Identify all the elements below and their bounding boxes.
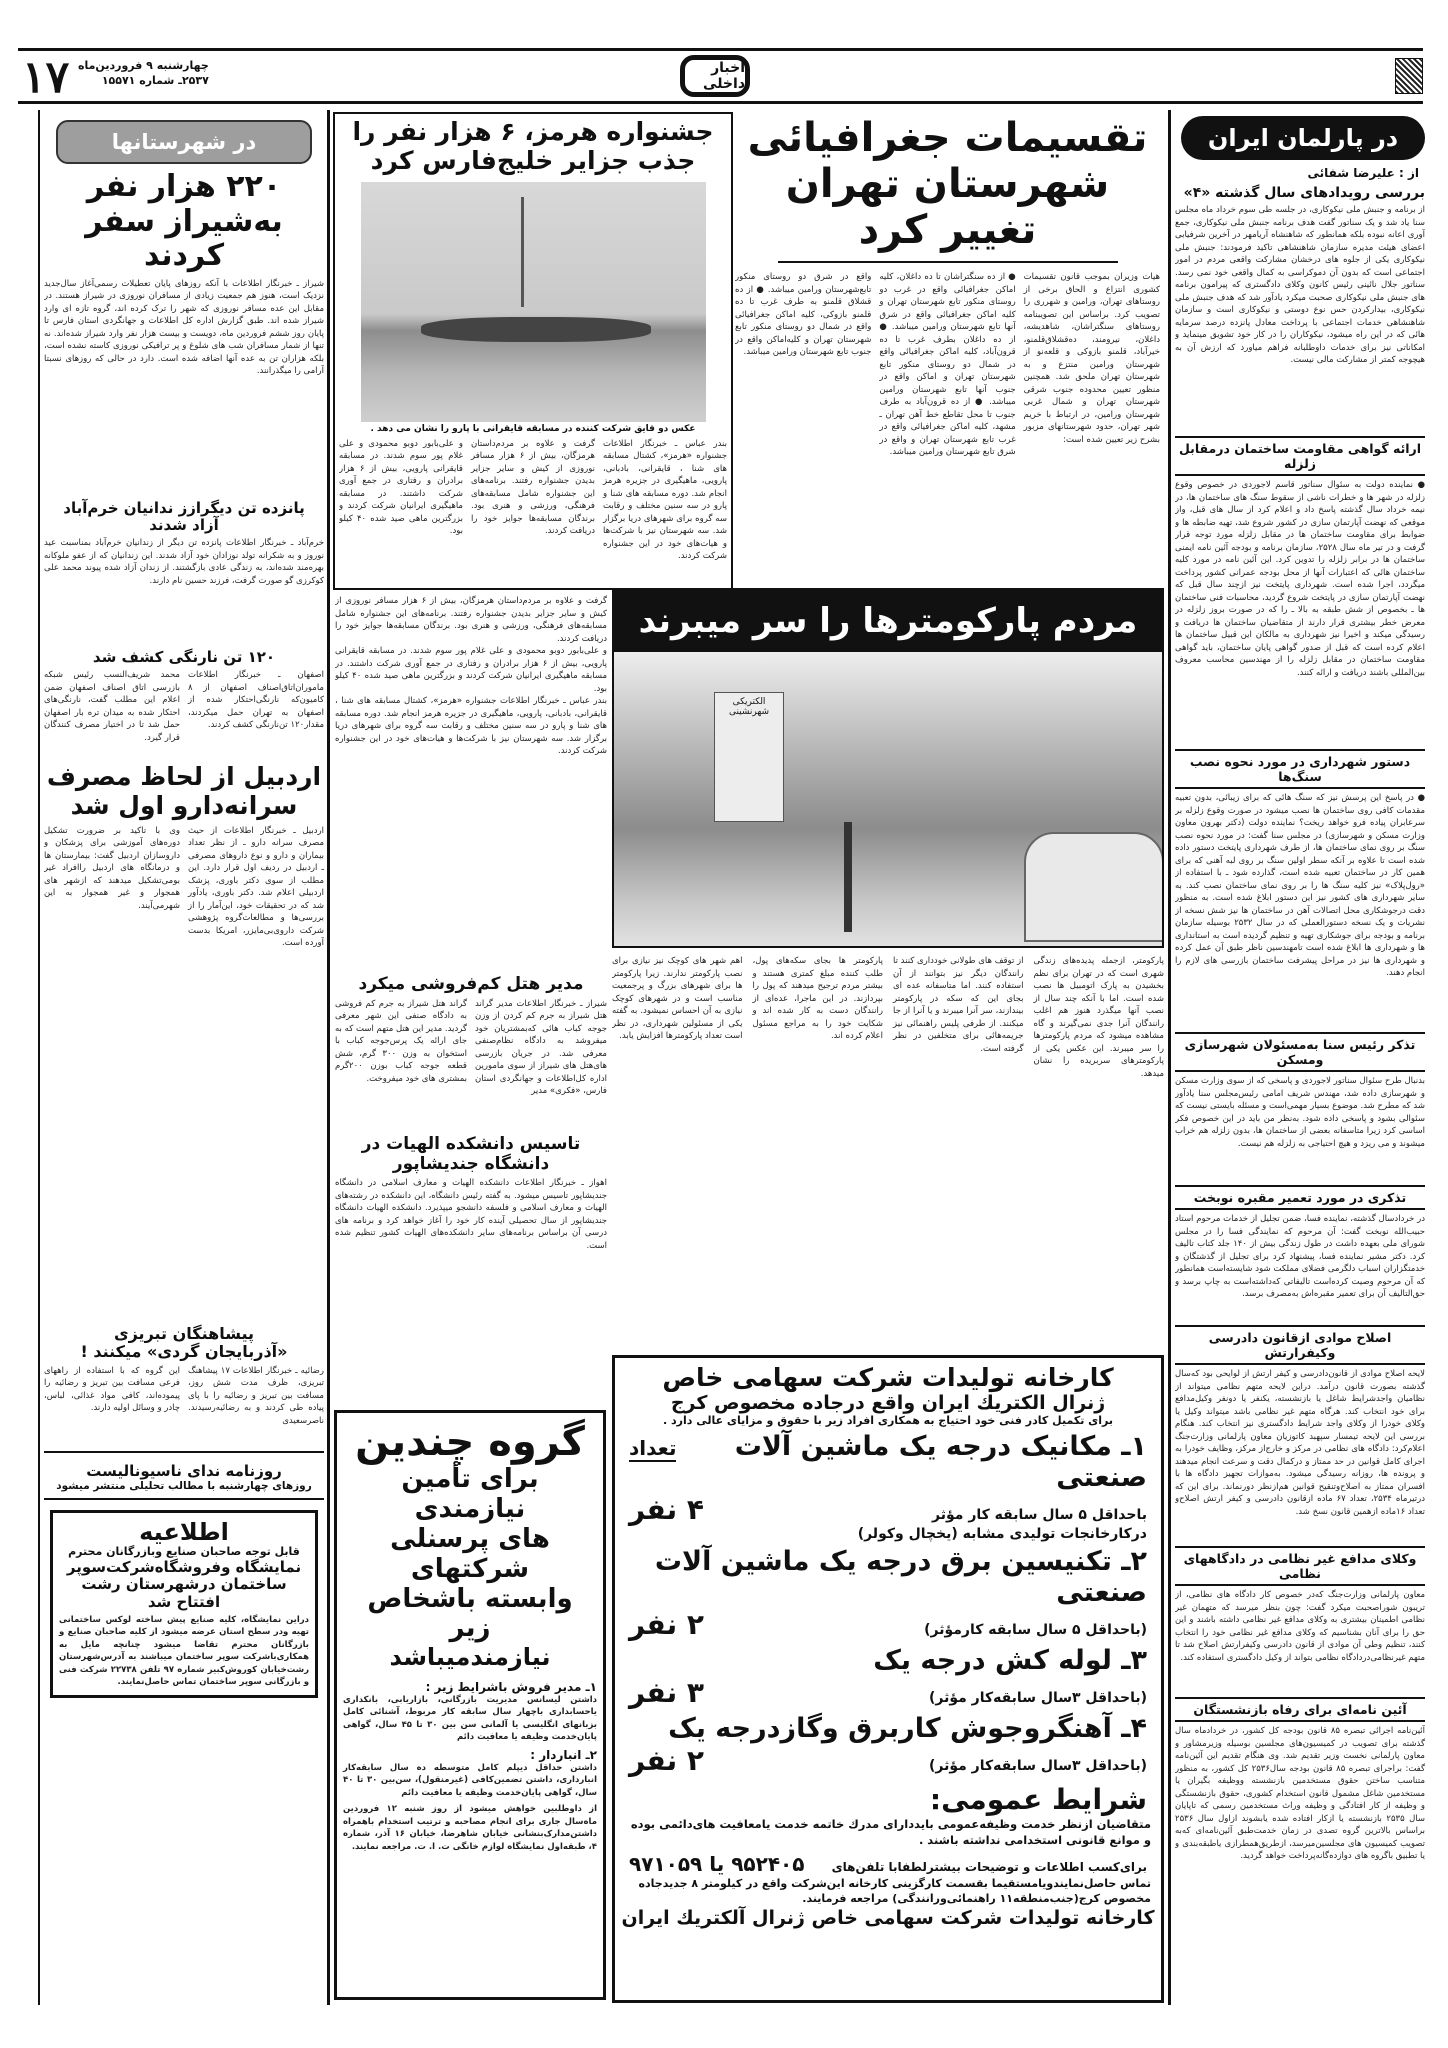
- article-column-1: اردبیل ـ خبرنگار اطلاعات از حیث مصرف سرانه دارو ـ از نظر تعداد بیماران و دارو و نوع داروهای مصرفی ـ اردبیل در ردیف اول قرار دارد. این مطلب از سوی دکتر باوری، پزشک اردبیلی اعلام شد. دکتر باوری، یادآور شد که در تحقیقات خود، این‌آمار را از بررسی‌ها و مطالعات‌گروه پژوهشی شرکت داروی‌بی‌مایزر، امریکا بدست آورده است.: [188, 825, 324, 949]
- headline-line-2: سرانه‌دارو اول شد: [70, 791, 298, 820]
- position-2-requirement: (باحداقل ۵ سال سابقه کارمؤثر): [924, 1622, 1147, 1639]
- ad-title: گروه چندین: [355, 1419, 585, 1465]
- position-1-requirement-2: درکارخانجات تولیدی مشابه (یخچال وکولر): [857, 1526, 1147, 1543]
- continued-text: و علی‌بابور دوبو محمودی و علی غلام پور سوم شدند. در مسابقه قایقرانی پارویی، بیش از ۶ هزار برادران و رفتاری در جمع آوری شرکت داشتند. در مسابقه ماهیگیری ایرانیان شرکت کردند و بزرگترین ماهی صید شده ۴۰ کیلو بود.: [335, 646, 607, 694]
- byline: از : علیرضا شفائی: [1307, 166, 1419, 180]
- shiraz-article-body: شیراز ـ خبرنگار اطلاعات با آنکه روزهای پایان تعطیلات رسمی‌آغاز سال‌جدید نزدیک است، هنوز هم جمعیت زیادی از مسافران نوروزی در شیراز هستند. در مقابل این عده مسافر نوروزی که شهر را ترک کرده اند، گروه تازه ای وارد شیراز شده اند. طبق گزارش اداره کل اطلاعات و جهانگردی استان فارس تا پایان روز ششم فروردین ماه، دویست و بیست هزار نفر وارد شیراز شده‌اند. نه تنها از شمار مسافران شب های شلوغ و پر ترافیکی نوروزی کاسته نشده است، بلکه هزاران تن به عده آنها اضافه شده است. دارد در حالی که روزهای نسبتا آرامی را میگذرانند.: [44, 278, 324, 376]
- festival-continued: [335, 595, 607, 970]
- sail-mast: [521, 197, 524, 307]
- parliament-banner: در پارلمان ایران: [1181, 116, 1425, 160]
- headline-line-1: تاسیس دانشکده الهیات در: [361, 1134, 581, 1154]
- position-title: ۱ـ مدیر فروش باشرایط زیر :: [425, 1679, 597, 1694]
- column-divider: [1168, 110, 1171, 2005]
- nationalist-subtitle: روزهای چهارشنبه با مطالب تحلیلی منتشر میشود: [56, 1479, 312, 1492]
- position-1-title: ۱ـ مکانیک درجه یک ماشین آلات صنعتی: [734, 1431, 1147, 1494]
- ad-line: برای تأمین نیازمندی: [401, 1464, 539, 1524]
- subheading: وکلای مدافع غیر نظامی در دادگاههای نظامی: [1175, 1546, 1425, 1586]
- subsection-body: لایحه اصلاح موادی از قانون‌دادرسی و کیفر ارتش از لوایحی بود که‌سال گذشته بصورت قانون درآمد. دراین لایحه متهم نظامی میتواند از نظامیان واجدشرایط شاغل یا بازنشسته، یکنفر یا دونفر وکیل‌مدافع برای خود انتخاب کند. هرگاه متهم غیر نظامی باشد میتواند وکیل یا وکلای خودرا از وکلای واجد شرایط دادگستری نیز انتخاب کند. هنگام بررسی این لایحه تیمسار سپهبد کاتوزیان معاون پارلمانی وزارت‌جنگ اعلام‌کرد: دادگاه های نظامی در مرکز و خارج‌از مرکز، وظایف خودرا به اجرای کامل قوانین در حد ممتاز و درکمال دقت و سرعت انجام میدهند و پرونده ها، روزانه رسیدگی میشود. به‌موازات تجهیز دادگاه ها با افسران ممتاز به اصلاح‌وتنقیح قوانین هم‌ازنظر دورنماند. برای این که درتیرماه ۲۵۳۴، تعداد ۶۷ ماده ازقانون دادرسی و کیفر ارتش اصلاح‌و تعداد ۱۶ماده ازهمین قانون نسخ شد.: [1175, 1369, 1425, 1517]
- boat-race-photo: [361, 182, 706, 422]
- parkometer-post: [844, 822, 852, 932]
- parkometer-article-text: [612, 955, 1164, 1345]
- general-electric-job-ad: [612, 1355, 1164, 2003]
- headline-line-2: شهرستان تهران تغییر کرد: [785, 161, 1110, 253]
- ad-title: کارخانه تولیدات شرکت سهامی خاص: [662, 1363, 1114, 1392]
- continued-text: گرفت و علاوه بر مردم‌داستان هرمزگان، بیش از ۶ هزار مسافر نوروزی از کیش و سایر جزایر بدیدن جشنواره رفتند. برنامه‌های این جشنواره شامل مسابقه‌های فرهنگی، ورزشی و هنری بود. برندگان مسابقه‌ها جوایز خود را دریافت کردند.: [335, 596, 607, 644]
- street-photo: [614, 652, 1162, 946]
- notice-title: اطلاعیه: [139, 1517, 229, 1546]
- subsection-body: معاون پارلمانی وزارت‌جنگ که‌در خصوص کار دادگاه های نظامی، از تریبون شوراصحبت میکرد گفت: چون بنظر میرسد که متهمان غیر نظامی اطمینان بیشتری به وکلای مدافع غیر نظامی داشته باشند و این حق را برای آنان بشناسیم که وکلای مدافع غیر نظامی خود را انتخاب کنند، تنظیم وطی آن موادی از قانون دادرسی وکیفرارتش اصلاح شد تا متهم غیرنظامی‌دردادگاه نظامی بتواند از وکیل دادگستری استفاده کند.: [1175, 1590, 1425, 1663]
- article-column-3: واقع در شرق دو روستای منکور تابع‌شهرستان ورامین میباشد. ● از ده قشلاق قلمنو به طرف غرب تا ده قلمنو بازوکی، کلیه اماکن جغرافیائی واقع در شمال دو روستای منکور تابع شهرستان تهران و کلیه‌اماکن واقع در جنوب تابع شهرستان ورامین میباشد.: [735, 272, 872, 357]
- shop-sign-text: الکتریکی: [732, 697, 766, 707]
- continued-text: بندر عباس ـ خبرنگار اطلاعات جشنواره «هرمز»، کشتال مسابقه های شنا ، قایقرانی، بادبانی، پارویی، ماهیگیری در جزیره هرمز انجام شد. دوره مسابقه های شنا و پارو در سه سنین مختلف و رقابت سه گروه برای شهرهای دریا برگزار شد. سه شهرستان نیز با شرکت‌ها و هیات‌های خود در این جشنواره شرکت کردند.: [335, 696, 607, 756]
- parliament-section: [1175, 112, 1425, 1915]
- subsection-body: آئین‌نامه اجرائی تبصره ۸۵ قانون بودجه کل کشور، در خردادماه سال گذشته برای تصویب در کمیسیون‌های مجلسین بوسیله وزیرمشاور و معاون پارلمانی نخست وزیر تقدیم شد. وی هنگام تقدیم این آئین‌نامه گفت: براجرای تبصره ۸۵ قانون بودجه سال۲۵۳۶ کل کشور، به منظور متناسب ساختن حقوق مستخدمین بازنشسته ووظیفه بگیران یا مستخدمین شاغل مشمول قانون استخدام کشوری، حقوق بازنشستگی و وظیفه از کار افتادگی و وظیفه وراث مستخدمین رسمی که تاپایان سال ۲۵۳۵ بازنشسته یا ازکار افتاده شده یابشوند ازاول سال ۲۵۳۶ براساس بالاترین گروه تصدی در زمان خدمت‌طبق آئین‌نامه‌ای که‌به تصویب کمیسیون های مجلسین‌میرسد، ازطریق‌همطرازی یاطبقه‌بندی و یا تطبیق باگروه های دوازده‌گانه‌پرداخت خواهد گردید.: [1175, 1726, 1425, 1861]
- shop-sign-text: شهرنشینی: [728, 707, 770, 717]
- position-body: داشتن حداقل دیپلم کامل متوسطه ده سال سابقه‌کار انبارداری، داشتن تضمین‌کافی (غیرمنقول)، سن‌بین ۳۰ تا ۴۰ سال، گواهی پایان‌خدمت وظیفه یا معافیت دائم: [343, 1762, 597, 1798]
- headline-line-2: به‌شیراز سفر کردند: [85, 203, 283, 273]
- headline-line-2: دانشگاه جندیشاپور: [392, 1153, 550, 1174]
- position-title: ۲ـ انباردار :: [530, 1747, 597, 1762]
- position-2-title: ۲ـ تکنیسین برق درجه یک ماشین آلات صنعتی: [654, 1546, 1147, 1609]
- ad-line: نیازمندمیباشد: [389, 1643, 551, 1672]
- headline: ۱۲۰ تن نارنگی کشف شد: [92, 648, 276, 666]
- subheading: تذکر رئیس سنا به‌مسئولان شهرسازی ومسکن: [1175, 1032, 1425, 1072]
- date-line-1: چهارشنبه ۹ فروردین‌ماه: [78, 59, 209, 72]
- provinces-section: [44, 112, 324, 1698]
- subheading: دستور شهرداری در مورد نحوه نصب سنگ‌ها: [1175, 749, 1425, 789]
- ad-line: های پرسنلی شرکتهای: [390, 1523, 550, 1584]
- section-title-badge: اخبار داخلی: [680, 55, 750, 97]
- contact-address: تماس حاصل‌نمایندویامستقیما بقسمت کارگزینی کارخانه این‌شرکت واقع در کیلومتر ۸ جدیدجاده مخصوص کرج(جنب‌منطقه۱۱ راهنمائی‌ورانندگی) مراجعه فرمایند.: [638, 1877, 1151, 1906]
- article-column-1: رضائیه ـ خبرنگار اطلاعات ۱۷ پیشاهنگ تبریزی، ظرف مدت شش روز، مسافت بین تبریز و رضائیه را با پای پیاده طی کردند و به رضائیه‌رسیدند. ناصرسعیدی: [188, 1365, 324, 1426]
- ad-footer: از داوطلبین خواهش میشود از روز شنبه ۱۲ فروردین ماه‌سال جاری برای انجام مصاحبه و ترتیب استخدام باهمراه داشتن‌مدارک‌بنشانی خیابان شاهرضا، خیابان ۱۶ آذر، شماره ۴، طبقه‌اول نمایشگاه لوازم خانگی ت. ا. ت. مراجعه نمایند.: [343, 1804, 597, 1852]
- position-3-count: ۳ نفر: [629, 1676, 704, 1710]
- subheading: آئین نامه‌ای برای رفاه بازنشستگان: [1175, 1697, 1425, 1722]
- headline: مدیر هتل کم‌فروشی میکرد: [358, 974, 584, 994]
- photo-caption: عکس دو قایق شرکت کننده در مسابقه قایقرانی با پارو را نشان می دهد .: [370, 423, 696, 434]
- position-4-requirement: (باحداقل ۳سال سابقه‌کار مؤثر): [928, 1758, 1147, 1775]
- headline-line-1: اردبیل از لحاظ مصرف: [46, 762, 322, 792]
- nationalist-notice: [44, 1457, 324, 1500]
- dateline: [78, 58, 209, 88]
- parkometer-photo-feature: [612, 588, 1164, 948]
- headline-line-1: جشنواره هرمز، ۶ هزار نفر را: [352, 117, 714, 146]
- subsection-body: بدنبال طرح سئوال سناتور لاجوردی و پاسخی که از سوی وزارت مسکن و شهرسازی داده شد، مهندس شریف امامی رئیس‌مجلس سنا یادآور شد که مطرح شد. موضوع بسیار مهمی‌است و مسئله بایستی نیست که سئوالی بشود و پاسخی داده شود. به‌نظر من باید در این خصوص فکر اساسی کرد زیرا متاسفانه بعضی از ساختمان ها، بدون زلزله هم خراب میشوند و می ریزد و هیچ احتیاجی به زلزله هم نیست.: [1175, 1076, 1425, 1149]
- article-column-2: گرفت و علاوه بر مردم‌داستان هرمزگان، بیش از ۶ هزار مسافر نوروزی از کیش و سایر جزایر بدیدن جشنواره رفتند. برنامه‌های این جشنواره شامل مسابقه‌های فرهنگی، ورزشی و هنری بود. برندگان مسابقه‌ها جوایز خود را دریافت کردند.: [471, 438, 595, 536]
- article-column-1: بندر عباس ـ خبرنگار اطلاعات جشنواره «هرمز»، کشتال مسابقه های شنا ، قایقرانی، بادبانی، پارویی، ماهیگیری در جزیره هرمز انجام شد. دوره مسابقه های شنا و پارو در سه سنین مختلف و رقابت سه گروه برای شهرهای دریا برگزار شد. سه شهرستان نیز با شرکت‌ها و هیات‌های خود در این جشنواره شرکت کردند.: [603, 438, 727, 561]
- general-conditions-body: متقاضیان ازنظر خدمت وظیفه‌عمومی بایددارای مدرك خاتمه خدمت یامعافیت های‌دائمی بوده و موانع قانونی استخدامی نداشته باشند .: [630, 1817, 1151, 1848]
- position-2-count: ۲ نفر: [629, 1608, 704, 1642]
- ad-intro: برای تکمیل کادر فنی خود احتیاج به همکاری افراد زیر با حقوق و مزایای عالی دارد .: [662, 1413, 1114, 1427]
- article-title: بررسی رویدادهای سال گذشته «۴»: [1183, 185, 1425, 201]
- ad-signature: کارخانه تولیدات شرکت سهامی خاص ژنرال آلکتریك ایران: [621, 1907, 1155, 1930]
- article-column-1: هیات وزیران بموجب قانون تقسیمات کشوری انتزاع و الحاق برخی از روستاهای تهران، ورامین و شهرری را تصویب کرد. براساس این تصویبنامه روستاهای سنگتراشان، شاهدیشه، داغلان، نیرومند، ده‌قشلاق‌قلمنو، خیرآباد، قلمنو بازوکی و قلعه‌نو از شهرستان ورامین منتزع و به شهرستان تهران ملحق شد. همچنین منظور تعیین محدوده جنوب شرقی شهرستان تهران و شمال غربی شهرستان ورامین، در ارتباط با خریم شهر تهران، حدود شهرستانهای مزبور بشرح زیر تعیین شده است:: [1023, 272, 1160, 445]
- headline-line-1: ۲۲۰ هزار نفر: [86, 169, 282, 204]
- article-column-4: اهم شهر های کوچک نیز نیازی برای نصب پارکومتر ندارند. زیرا پارکومتر ها برای شهرهای بزرگ و پرجمعیت مناسب است و در شهرهای کوچک نیازی به آن احساس نمیشود. به گفته یکی از مسئولین شهرداری، در نظر است تعداد پارکومترها افزایش یابد.: [612, 956, 743, 1041]
- subheading: ارائه گواهی مقاومت ساختمان درمقابل زلزله: [1175, 436, 1425, 476]
- article-column-1: اصفهان ـ خبرنگار اطلاعات ماموران‌اتاق‌اصناف اصفهان از ۸ کامیون‌که نارنگی‌احتکار شده از اصفهان به تهران حمل میکردند، مقدار۱۲۰ تن‌نارنگی کشف کردند.: [188, 670, 324, 731]
- headline-line-1: پانزده تن دیگرازز ندانیان خرم‌آباد: [63, 498, 305, 517]
- subsection-body: ● نماینده دولت به سئوال سناتور قاسم لاجوردی در خصوص وقوع زلزله در شهر ها و خطرات ناشی از سقوط سنگ های ساختمان ها، در نیمه خرداد سال گذشته پاسخ داد و اعلام کرد از سال های قبل، واز موقعی که نهضت آپارتمان سازی در کشور شروع شد، تهیه ضابطه ها و ضوابط برای مقاومت ساختمان ها در مقابل زلزله مورد توجه قرار گرفت و در تیر ماه سال ۲۵۲۸، سازمان برنامه و بودجه آئین نامه ایمنی ساختمان ها در برابر زلزله را تدوین کرد. این آئین نامه در مورد کلیه ساختمان هائی که اعتبارات آنها از محل بودجه عمرانی کشور پرداخت میگردد، اجرا شده است. شهرداری پایتخت نیز ازچند سال قبل که نهضت آپارتمان سازی در پایتخت شروع گردید، محاسبات فنی ساختمان ها ـ بخصوص از شش طبقه به بالا ـ را که در صورت بروز زلزله در معرض خطر بیشتری قرار دارند از متقاضیان ساختمان ها دریافت و رسیدگی میکند و اخیرا نیز شهرداری به مالکان این قبیل ساختمان ها اعلام کرده است که قبل از صدور گواهی پایان ساختمان، باید گواهی مقاومت ساختمان در مقابل زلزله را از مهندسین محاسب معروف بین‌المللی باشند دریافت و ارائه کنند.: [1175, 480, 1425, 678]
- page-number: ۱۷: [22, 52, 70, 103]
- car-shape: [1024, 832, 1162, 942]
- headline-line-2: «آذربایجان گردی» میکنند !: [80, 1342, 288, 1362]
- notice-body: دراین نمایشگاه، کلیه صنایع پیش ساخته لوکس ساختمانی تهیه ودر سطح استان عرضه میشود از کلیه صاحبان صنایع و بازرگانان محترم تقاضا میشود چنانچه مایل به همکاری‌باشرکت سوپر ساختمان میباشند به آدرس‌شهرستان رشت‌خیابان کوروش‌کبیر شماره ۹۷ تلفن ۲۲۷۳۸ شرکت فنی و بازرگانی سوپر ساختمان تماس حاصل‌نمایند.: [59, 1614, 309, 1688]
- boat-shape: [421, 317, 651, 342]
- shop-sign: [714, 692, 784, 822]
- feature-headline: مردم پارکومترها را سر میبرند: [614, 590, 1162, 652]
- notice-line: قابل توجه صاحبان صنایع وبازرگانان محترم: [68, 1545, 300, 1559]
- position-4-count: ۲ نفر: [629, 1744, 704, 1778]
- headline-rule: [778, 261, 1118, 263]
- ad-line: وابسته باشخاص زیر: [367, 1583, 573, 1644]
- ad-subtitle: ژنرال الکتریك ایران واقع درجاده مخصوص کرج: [670, 1391, 1106, 1414]
- column-divider: [327, 110, 330, 2005]
- subsection-body: در خردادسال گذشته، نماینده فسا، ضمن تجلیل از خدمات مرحوم استاد حبیب‌الله نوبخت گفت: آن مرحوم که نمایندگی فسا را در مجلس شورای ملی بعهده داشت در طول زندگی بیش از ۱۴۰ جلد کتاب تالیف کرد. دکتر مشیر نماینده فسا، پیشنهاد کرد برای تجلیل از گذشتگان و خدمتگزاران اسباب دلگرمی فضلای مملکت شود شایسته‌است همانطور که آن مرحوم وصیت کرده‌است تالیفاتی که‌داشته‌است به چاپ برسد و حق‌التالیف آن برای تعمیر مقبره‌اش به‌مصرف برسد.: [1175, 1214, 1425, 1299]
- article-column-1: پارکومتر، ازجمله پدیده‌های زندگی شهری است که در تهران برای نظم بخشیدن به پارک اتومبیل ها نصب شده است. اما با آنکه چند سال از نصب آنها میگذرد هنوز هم اغلب رانندگان آنرا جدی نمی‌گیرند و گاه مشاهده میشود که مردم پارکومترها را سر میبرند. این عکس یکی از پارکومترهای سربریده را نشان میدهد.: [1033, 956, 1164, 1079]
- position-4-title: ۴ـ آهنگروجوش کاربرق وگازدرجه یک: [668, 1713, 1147, 1745]
- article-column-2: وی با تاکید بر ضرورت تشکیل دوره‌های آموزشی برای پزشکان و داروسازان اردبیل گفت: بیمارستان ها و درمانگاه های اردبیل راافراد غیر بومی‌تشکیل میدهند که ازشهر های همجوار و غیر همجوار به این شهرمی‌آیند.: [44, 825, 180, 911]
- date-line-2: ۲۵۳۷ـ شماره ۱۵۵۷۱: [101, 74, 209, 87]
- headline-line-1: پیشاهنگان تبریزی: [113, 1323, 255, 1343]
- subsection-body: ● در پاسخ این پرسش نیز که سنگ هائی که برای زیبائی، بدون تعبیه مقدمات کافی روی ساختمان ها نصب میشود در صورت وقوع زلزله بر سرعابران پیاده فرو خواهد ریخت؟ نماینده دولت (دکتر بهرون معاون وزارت مسکن و شهرسازی) در مجلس سنا گفت: در مورد نحوه نصب سنگ بر روی نمای ساختمان ها، از طرف شهرداری پایتخت دستور داده شده است تا علاوه بر آنکه سطر اولین سنگ بر روی لبه آهنی که برای همین کار در ساختمان تعبیه شده است، گذارده شود ـ با استفاده از «رول‌پلاک» نیز کلیه سنگ ها را بر روی نمای ساختمان نصب کند. به سایر شهرداری های کشور نیز این دستور ابلاغ شده است. به منظور دقت درجوشکاری محل اتصالات آهن در ساختمان ها نیز شش نسخه از نشریات و یک نسخه دستورالعملی که در سال ۲۵۳۲ بوسیله سازمان برنامه و بودجه برای جوشکاری تهیه و تنظیم گردیده است به استانداری ها و شهرداری ها ابلاغ شده است تامهندسین ناظر طبق آن عمل کرده و شهرداری ها نیز در مراحل پیشرفت ساختمان بازرسی های لازم را انجام دهند.: [1175, 793, 1425, 978]
- subheading: اصلاح موادی ازقانون دادرسی وکیفرارتش: [1175, 1325, 1425, 1365]
- article-column-2: گراند هتل شیراز به جرم کم فروشی به دادگاه صنفی این شهر معرفی گردید. مدیر این هتل متهم است که به جای ارائه یک پرس‌جوجه کباب با استخوان به وزن ۳۰۰ گرم، شش قطعه جوجه کباب بوزن ۲۰۰گرم بمشتری های خود میفروخت.: [335, 998, 467, 1084]
- notice-line: نمایشگاه وفروشگاه‌شرکت‌سوپر: [66, 1558, 302, 1577]
- nationalist-title: روزنامه ندای ناسیونالیست: [86, 1461, 282, 1480]
- article-body: اهواز ـ خبرنگار اطلاعات دانشکده الهیات و معارف اسلامی در دانشگاه جندیشاپور تاسیس میشود. به گفته رئیس دانشگاه، این دانشکده در رشته‌های الهیات و معارف اسلامی و فلسفه دانشجو میپذیرد. دانشکده الهیات دانشگاه جندیشاپور از سال تحصیلی آینده کار خود را آغاز خواهد کرد و برنامه های درسی آن براساس برنامه‌های سایر دانشکده‌های الهیات کشور تنظیم شده است.: [335, 1178, 607, 1251]
- notice-line: افتتاح شد: [147, 1592, 221, 1611]
- geography-article: [735, 115, 1160, 626]
- group-job-ad: [334, 1410, 606, 2000]
- general-conditions-title: شرایط عمومی:: [929, 1783, 1147, 1817]
- headline-line-1: تقسیمات جغرافیائی: [747, 115, 1148, 161]
- position-3-title: ۳ـ لوله کش درجه یک: [873, 1645, 1147, 1677]
- article-column-3: پارکومتر ها بجای سکه‌های پول، طلب کننده مبلغ کمتری هستند و بیشتر مردم ترجیح میدهند که پول را بپردازند. در این ماجرا، عده‌ای از رانندگان دست به کار شده اند و شکایت خود را به مراجع مسئول اعلام کرده اند.: [752, 956, 883, 1041]
- position-body: داشتن لیسانس مدیریت بازرگانی، بازاریابی، بانکداری یاحسابداری باچهار سال سابقه کار مربوط، آشنائی کامل بزبانهای انگلیسی یا آلمانی سن بین ۳۰ تا ۴۵ سال، گواهی پایان‌خدمت وظیفه یا معافیت دائم: [343, 1694, 597, 1743]
- article-column-1: شیراز ـ خبرنگار اطلاعات مدیر گراند هتل شیراز به جرم کم کردن از وزن جوجه کباب هائی که‌بمشتریان خود میفروشد به دادگاه نظام‌صنفی معرفی شد. در جریان بازرسی های‌هتل های شیراز از سوی مامورین اداره کل‌اطلاعات و جهانگردی استان فارس، «فکری» مدیر: [475, 998, 607, 1097]
- position-3-requirement: (باحداقل ۳سال سابقه‌کار مؤثر): [928, 1690, 1147, 1707]
- headline-line-2: جذب جزایر خلیج‌فارس کرد: [370, 145, 696, 175]
- hotel-article: [335, 975, 607, 1136]
- hormoz-festival-article: [333, 112, 733, 590]
- contact-label: برای‌کسب اطلاعات و توضیحات بیشترلطفابا تلفن‌های: [831, 1860, 1147, 1875]
- count-header: تعداد: [629, 1436, 677, 1461]
- super-building-notice-ad: [50, 1510, 318, 1698]
- position-1-requirement: باحداقل ۵ سال سابقه کار مؤثر: [932, 1507, 1147, 1524]
- provinces-banner: در شهرستانها: [56, 120, 312, 164]
- article-column-2: محمد شریف‌النسب رئیس شبکه بازرسی اتاق اصناف اصفهان ضمن اعلام این مطلب گفت، نارنگی‌های احتکار شده به میدان تره بار اصفهان حمل شد تا در اختیار مصرف کنندگان قرار گیرد.: [44, 670, 180, 743]
- theology-article: [335, 1135, 607, 1357]
- article-column-3: و علی‌بابور دوبو محمودی و علی غلام پور سوم شدند. در مسابقه قایقرانی پارویی، بیش از ۶ هزار برادران و رفتاری در جمع آوری شرکت داشتند. در مسابقه ماهیگیری ایرانیان شرکت کردند و بزرگترین ماهی صید شده ۴۰ کیلو بود.: [339, 438, 463, 536]
- headline-line-2: آزاد شدند: [149, 515, 219, 534]
- article-column-2: این گروه که با استفاده از راههای فرعی مسافت بین تبریز و رضائیه را پیموده‌اند، کافی مواد غذائی، لباس، چادر و وسائل اولیه دارند.: [44, 1365, 180, 1414]
- notice-line: ساختمان درشهرستان رشت: [81, 1575, 287, 1594]
- article-column-2: از توقف های طولانی خودداری کنند تا رانندگان دیگر نیز بتوانند از آن استفاده کنند. اما متاسفانه عده ای بجای این که سکه در پارکومتر بیندازند، سر آنرا میبرند و یا آنرا از جا میکنند. از طرفی پلیس راهنمائی نیز جریمه‌هائی برای متخلفین در نظر گرفته است.: [893, 956, 1024, 1054]
- subheading: تذکری در مورد تعمیر مقبره نوبخت: [1175, 1185, 1425, 1210]
- left-border: [38, 110, 40, 2005]
- phone-numbers: ۹۵۲۴۰۵ یا ۹۷۱۰۵۹: [629, 1852, 805, 1877]
- newspaper-logo-icon: [1395, 58, 1423, 94]
- article-column-2: ● از ده سنگتراشان تا ده داغلان، کلیه اماکن جغرافیائی واقع در غرب دو روستای منکور تابع شهرستان تهران و کلیه اماکن جغرافیائی واقع در شرق آنها تابع شهرستان ورامین میباشد. ● از ده داغلان بطرف غرب تا ده قرون‌آباد، کلیه اماکن جغرافیائی واقع در شمال دو روستای منکور تابع شهرستان تهران و اماکن واقع در جنوب آنها تابع شهرستان ورامین میباشد. ● از ده قرون‌آباد به طرف جنوب تا محل تقاطع خط آهن تهران ـ مشهد، کلیه اماکن جغرافیائی واقع در غرب تابع شهرستان تهران و واقع در شرق تابع شهرستان ورامین میباشد.: [879, 272, 1016, 457]
- khorramabad-article-body: خرم‌آباد ـ خبرنگار اطلاعات پانزده تن دیگر از زندانیان خرم‌آباد بمناسبت عید نوروز و به شکرانه تولد نوزادان خود آزاد شدند. این زندانیان که از عفو ملوکانه بهره‌مند شده‌اند، به زندگی عادی بازگشتند. از زندان آزاد شده پیوند محمد علی کوکرزی گو صورت گرفت، فرزند حسین نام دارند.: [44, 538, 324, 586]
- position-1-count: ۴ نفر: [629, 1493, 704, 1527]
- article-body: از برنامه و جنبش ملی نیکوکاری، در جلسه طی سوم خرداد ماه مجلس سنا یاد شد و یک سناتور گفت هدف برنامه جنبش ملی نیکوکاری، جمع آوری اعانه نبوده بلکه همانطور که شاهنشاه آریامهر در آخرین شرفیابی اعضای هیئت مدیره سازمان شاهنشاهی تاکید فرمودند: جنبش ملی نیکوکاری یکی از جلوه های درخشان مشارکت واقعی مردم در امور اجتماعی است که بدون آن دموکراسی به کمال واقعی خود نمی رسد. سناتور جلال نائینی رئیس کانون وکلای دادگستری که پیرامون برنامه های جنبش ملی نیکوکاری صحبت میکرد یادآور شد که هدف جنبش ملی نیکوکاری، بیدارکردن حس نوع دوستی و نیکوکاری است و سازمان شاهنشاهی خدمات اجتماعی با پرداخت معادل پانزده درصد سرمایه هائی که در این راه میشود، نیکوکاران را در کار خود تشویق مینماید و امکاناتی نیز برای خدمات داوطلبانه فراهم میاورد که ارزش آن به هیچوجه کمتر از مشارکت مالی نیست.: [1175, 205, 1425, 365]
